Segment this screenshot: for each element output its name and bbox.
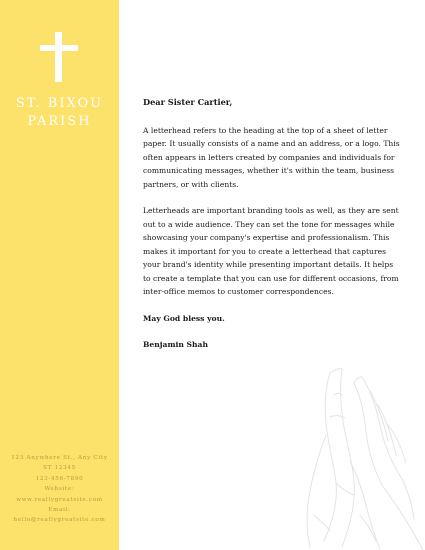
- closing-line: May God bless you.: [143, 313, 225, 323]
- praying-hands-illustration: [290, 365, 425, 550]
- contact-website-label: Website:: [44, 486, 75, 493]
- contact-email: hello@reallygreatsite.com: [13, 517, 106, 524]
- signature: Benjamin Shah: [143, 340, 208, 349]
- contact-address: 123 Anywhere St., Any City: [11, 455, 108, 461]
- parish-name-line2: PARISH: [27, 114, 92, 129]
- salutation: Dear Sister Cartier,: [143, 97, 233, 107]
- cross-icon: [40, 32, 78, 82]
- paragraph-2: Letterheads are important branding tools as well, as they are sent out to a wide audience. They can set the tone for messages while showcasing your company's expertise and professionalism. This makes it important for you to create a letterhead that captures your brand's identity while presenting important details. It helps to create a template that you can use for different occasions, from inter-office memos to customer correspondences.: [143, 206, 399, 296]
- contact-email-label: Email:: [48, 507, 71, 514]
- letter-body: [143, 96, 401, 352]
- parish-name: [0, 95, 119, 131]
- paragraph-1: A letterhead refers to the heading at the top of a sheet of letter paper. It usually consists of a name and an address, or a logo. This often appears in letters created by companies and individuals for communicating messages, whether it's within the team, business partners, or with clients.: [143, 125, 400, 189]
- contact-info: [0, 453, 119, 526]
- sidebar: [0, 0, 119, 550]
- contact-website: www.reallygreatsite.com: [16, 496, 103, 503]
- parish-name-line1: ST. BIXOU: [15, 96, 104, 111]
- contact-phone: 123-456-7890: [35, 475, 84, 482]
- contact-zip: ST 12345: [43, 465, 76, 472]
